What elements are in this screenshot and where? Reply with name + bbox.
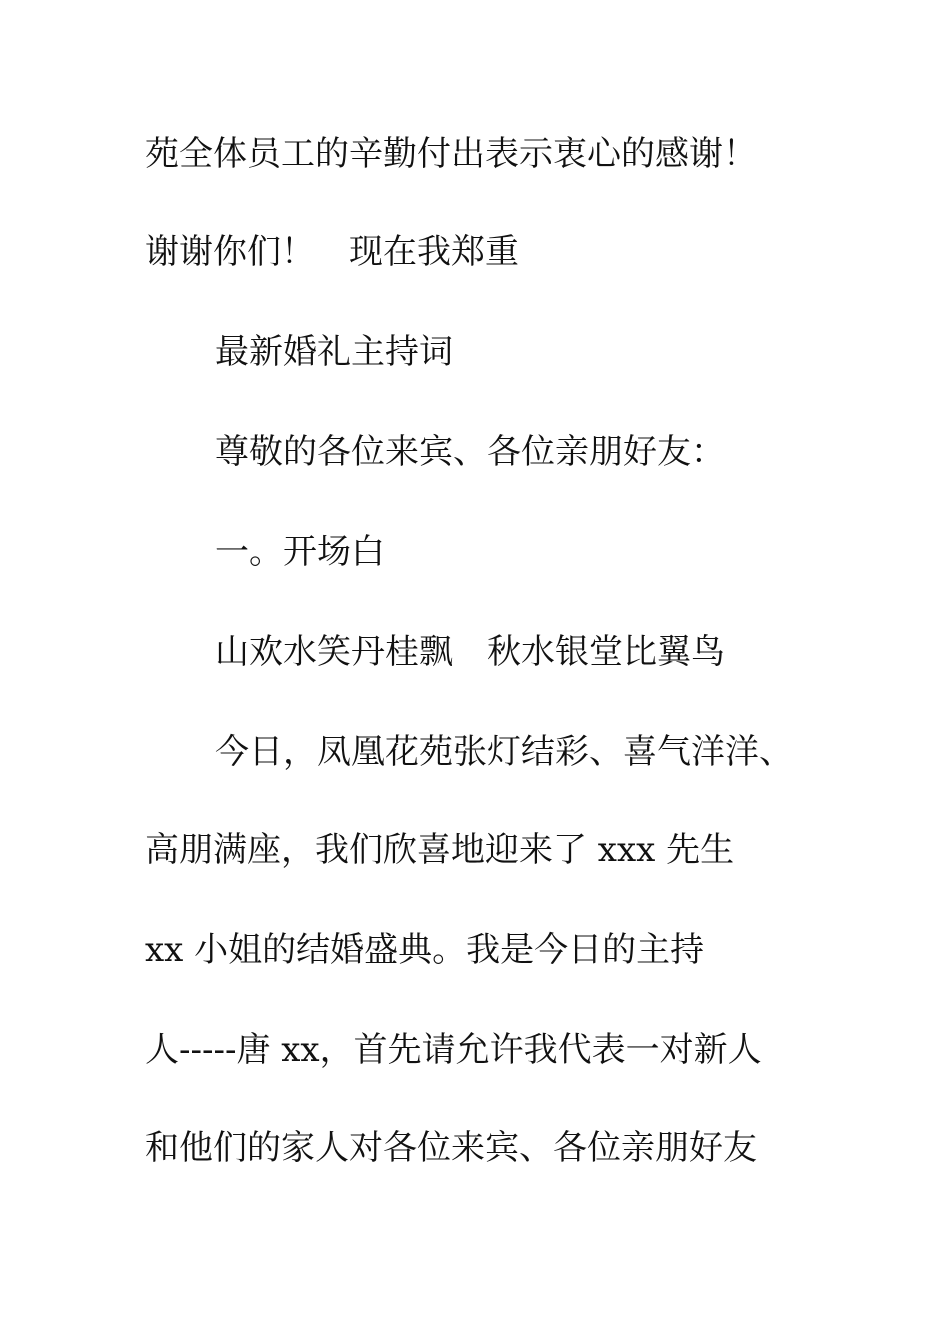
paragraph-line-family: 和他们的家人对各位来宾、各位亲朋好友 [145,1128,757,1168]
paragraph-line-ceremony: xx 小姐的结婚盛典。我是今日的主持 [145,930,705,970]
section-heading-opening: 一。开场白 [215,532,385,572]
paragraph-line-guests: 高朋满座，我们欣喜地迎来了 xxx 先生 [145,830,735,870]
section-title: 最新婚礼主持词 [215,332,453,372]
salutation-line: 尊敬的各位来宾、各位亲朋好友： [215,432,725,472]
paragraph-line-host: 人-----唐 xx，首先请允许我代表一对新人 [145,1030,762,1070]
paragraph-line-thank-you: 谢谢你们！ 现在我郑重 [145,232,519,272]
paragraph-line-today: 今日，凤凰花苑张灯结彩、喜气洋洋、 [215,732,793,772]
paragraph-line-thanks-staff: 苑全体员工的辛勤付出表示衷心的感谢！ [145,134,757,174]
couplet-line: 山欢水笑丹桂飘 秋水银堂比翼鸟 [215,632,725,672]
